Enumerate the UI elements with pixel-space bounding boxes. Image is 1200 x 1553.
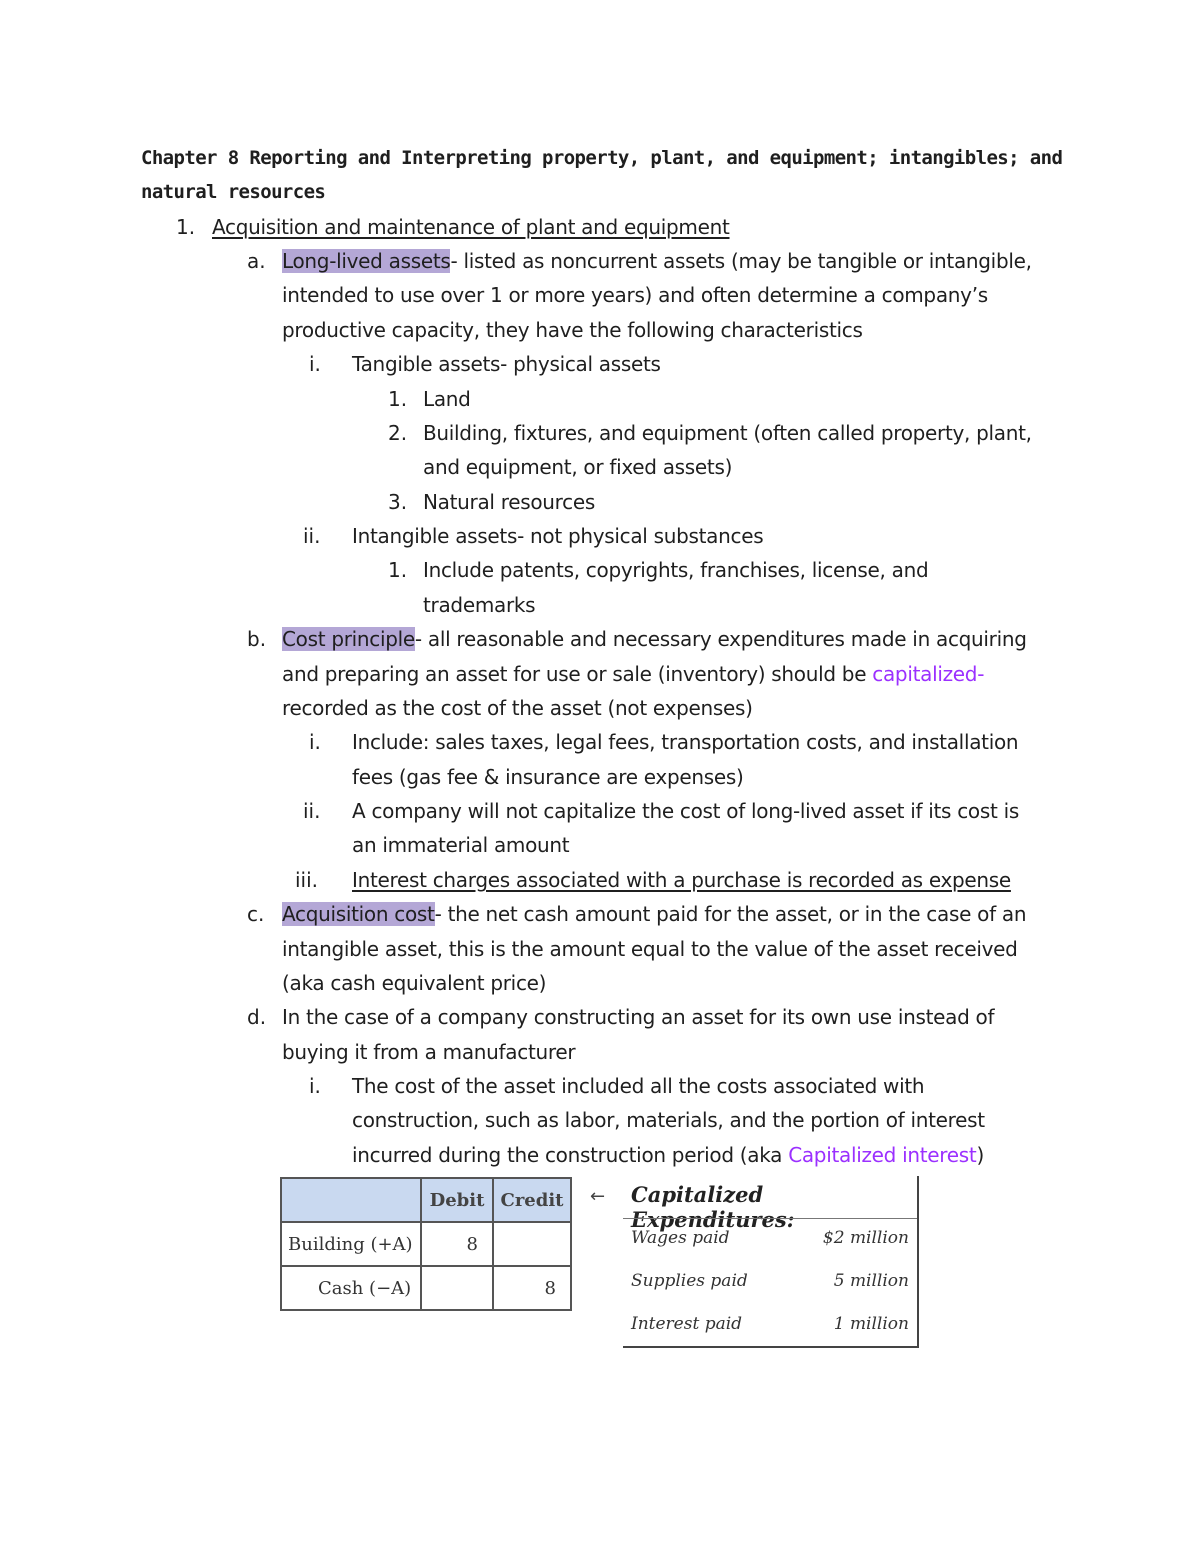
list-marker: 1.: [388, 558, 408, 582]
expenditure-amount: 1 million: [833, 1314, 909, 1334]
list-item-b-line3: recorded as the cost of the asset (not expenses): [282, 696, 753, 720]
list-marker: 1.: [176, 215, 196, 239]
list-item-text: trademarks: [423, 593, 536, 617]
list-item-d-line1: In the case of a company constructing an asset for its own use instead of: [282, 1005, 995, 1029]
list-marker: d.: [247, 1005, 267, 1029]
purple-term: capitalized: [872, 662, 978, 686]
table-header-cell: [281, 1178, 421, 1222]
list-item-text: A company will not capitalize the cost of long-lived asset if its cost is: [352, 799, 1019, 823]
account-cell: Building (+A): [281, 1222, 421, 1266]
left-arrow-icon: ←: [590, 1186, 606, 1207]
list-marker: c.: [247, 902, 265, 926]
list-marker: iii.: [295, 868, 319, 892]
list-item-text: fees (gas fee & insurance are expenses): [352, 765, 744, 789]
list-item-c-line1: Acquisition cost- the net cash amount paid for the asset, or in the case of an: [282, 902, 1027, 926]
credit-cell: [493, 1222, 571, 1266]
list-marker: i.: [309, 352, 321, 376]
list-item-text: Land: [423, 387, 471, 411]
list-marker: b.: [247, 627, 267, 651]
list-item-d-line2: buying it from a manufacturer: [282, 1040, 576, 1064]
list-item-c-line2: intangible asset, this is the amount equal to the value of the asset received: [282, 937, 1018, 961]
list-item-text: Interest charges associated with a purchase is recorded as expense: [352, 868, 1011, 892]
list-item-text: Include: sales taxes, legal fees, transportation costs, and installation: [352, 730, 1019, 754]
list-item-c-line3: (aka cash equivalent price): [282, 971, 547, 995]
expenditure-row: [631, 1314, 913, 1334]
debit-cell: [421, 1266, 493, 1310]
list-item-text: Include patents, copyrights, franchises, license, and: [423, 558, 929, 582]
table-header-cell: Debit: [421, 1178, 493, 1222]
table-row: [281, 1266, 571, 1310]
list-item-b-line2: and preparing an asset for use or sale (inventory) should be capitalized-: [282, 662, 985, 686]
purple-term: Capitalized interest: [788, 1143, 977, 1167]
list-item-text: Natural resources: [423, 490, 595, 514]
list-marker: ii.: [303, 524, 321, 548]
table-header-cell: Credit: [493, 1178, 571, 1222]
table-row: [281, 1222, 571, 1266]
credit-cell: 8: [493, 1266, 571, 1310]
table-header-row: [281, 1178, 571, 1222]
list-item-text: and equipment, or fixed assets): [423, 455, 733, 479]
capitalized-expenditures-box: [623, 1176, 919, 1348]
list-marker: 1.: [388, 387, 408, 411]
expenditure-label: Supplies paid: [631, 1271, 748, 1291]
expenditure-label: Interest paid: [631, 1314, 743, 1334]
highlighted-term: Cost principle: [282, 627, 415, 651]
list-item-a-line3: productive capacity, they have the following characteristics: [282, 318, 863, 342]
highlighted-term: Long-lived assets: [282, 249, 451, 273]
account-cell: Cash (−A): [281, 1266, 421, 1310]
list-item-text: Intangible assets- not physical substances: [352, 524, 764, 548]
list-item-text: incurred during the construction period (aka Capitalized interest): [352, 1143, 984, 1167]
list-item-a-line1: Long-lived assets- listed as noncurrent assets (may be tangible or intangible,: [282, 249, 1032, 273]
list-item-text: The cost of the asset included all the costs associated with: [352, 1074, 925, 1098]
list-item-text: Tangible assets- physical assets: [352, 352, 661, 376]
expenditure-amount: 5 million: [833, 1271, 909, 1291]
divider: [623, 1218, 917, 1219]
list-item-text: construction, such as labor, materials, and the portion of interest: [352, 1108, 985, 1132]
capitalized-heading: Capitalized Expenditures:: [631, 1182, 795, 1232]
list-marker: 3.: [388, 490, 408, 514]
list-item-a-line2: intended to use over 1 or more years) and often determine a company’s: [282, 283, 988, 307]
list-marker: i.: [309, 730, 321, 754]
chapter-title-line2: natural resources: [141, 181, 326, 203]
list-marker: ii.: [303, 799, 321, 823]
expenditure-label: Wages paid: [631, 1228, 730, 1248]
list-item-text: Building, fixtures, and equipment (often called property, plant,: [423, 421, 1032, 445]
debit-cell: 8: [421, 1222, 493, 1266]
section-heading: Acquisition and maintenance of plant and equipment: [212, 215, 730, 239]
list-item-b-line1: Cost principle- all reasonable and necessary expenditures made in acquiring: [282, 627, 1027, 651]
expenditure-row: [631, 1228, 913, 1248]
journal-entry-table: [280, 1177, 572, 1311]
list-marker: i.: [309, 1074, 321, 1098]
highlighted-term: Acquisition cost: [282, 902, 435, 926]
list-marker: 2.: [388, 421, 408, 445]
list-item-text: an immaterial amount: [352, 833, 570, 857]
chapter-title-line1: Chapter 8 Reporting and Interpreting property, plant, and equipment; intangibles; and: [141, 147, 1063, 169]
expenditure-row: [631, 1271, 913, 1291]
expenditure-amount: $2 million: [822, 1228, 909, 1248]
list-marker: a.: [247, 249, 266, 273]
